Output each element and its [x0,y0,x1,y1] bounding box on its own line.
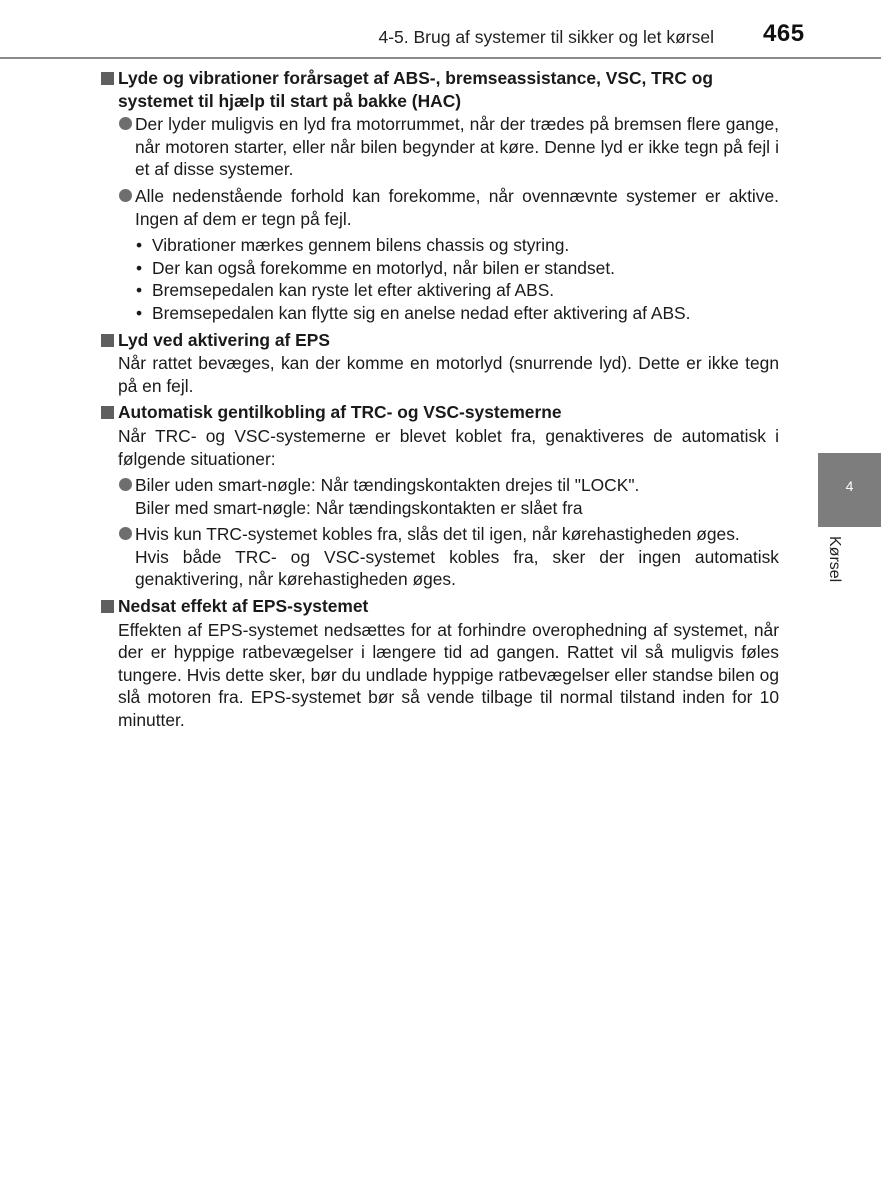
square-bullet-icon [101,334,114,347]
chapter-tab [818,453,881,527]
section-paragraph: Når TRC- og VSC-systemerne er blevet koblet fra, genaktiveres de automatisk i følgende situationer: [118,425,779,469]
header-section-title: 4-5. Brug af systemer til sikker og let kørsel [378,27,714,47]
section-heading-text: Lyde og vibrationer forårsaget af ABS-, bremseassistance, VSC, TRC og systemet til hjælp til start på bakke (HAC) [118,68,713,111]
bullet-icon: • [136,302,143,323]
page-content [100,67,779,736]
sub-list-item [135,279,779,302]
sub-list-item-text: Der kan også forekomme en motorlyd, når bilen er standset. [152,257,616,278]
chapter-number: 4 [845,478,854,494]
list-item [100,474,779,519]
sub-list-item-text: Vibrationer mærkes gennem bilens chassis og styring. [152,235,570,256]
section-eps-sound [100,329,779,398]
sub-list-item [135,302,779,325]
list-item [100,113,779,181]
sub-list-item-text: Bremsepedalen kan flytte sig en anelse nedad efter aktivering af ABS. [152,302,691,323]
circle-bullet-icon [119,189,132,202]
section-heading-text: Automatisk gentilkobling af TRC- og VSC-systemerne [118,402,562,423]
bullet-icon: • [136,280,143,301]
square-bullet-icon [101,406,114,419]
sub-list-item [135,257,779,280]
section-heading [100,67,779,112]
section-heading [100,595,779,618]
page-number: 465 [763,20,805,47]
square-bullet-icon [101,72,114,85]
header-divider [0,57,881,59]
list-item-text: Hvis kun TRC-systemet kobles fra, slås det til igen, når kørehastigheden øges. [135,524,740,545]
sub-list [100,234,779,324]
section-abs-sounds [100,67,779,325]
list-item [100,185,779,230]
circle-bullet-icon [119,117,132,130]
section-heading [100,401,779,424]
section-heading [100,329,779,352]
section-paragraph: Effekten af EPS-systemet nedsættes for at forhindre overophedning af systemet, når der er hyppige ratbevægelser i længere tid ad gangen. Rattet vil så muligvis føles tungere. Hvis dette sker, bør du undlade hyppige ratbevægelser eller standse bilen og slå motoren fra. EPS-systemet bør så vende tilbage til normal tilstand inden for 10 minutter. [118,619,779,731]
section-eps-reduced [100,595,779,732]
section-heading-text: Nedsat effekt af EPS-systemet [118,596,369,617]
section-paragraph: Når rattet bevæges, kan der komme en motorlyd (snurrende lyd). Dette er ikke tegn på en fejl. [118,353,779,396]
sub-list-item-text: Bremsepedalen kan ryste let efter aktivering af ABS. [152,280,555,301]
list-item-text: Biler uden smart-nøgle: Når tændingskontakten drejes til "LOCK". [135,475,640,496]
square-bullet-icon [101,600,114,613]
circle-bullet-icon [119,478,132,491]
list-item-text: Alle nedenstående forhold kan forekomme, når ovennævnte systemer er aktive. Ingen af dem er tegn på fejl. [135,185,779,229]
list-item-text: Biler med smart-nøgle: Når tændingskontakten er slået fra [135,497,583,518]
chapter-label: Kørsel [826,536,843,583]
bullet-icon: • [136,257,143,278]
list-item-text: Hvis både TRC- og VSC-systemet kobles fra, sker der ingen automatisk genaktivering, når kørehastigheden øges. [135,546,779,590]
sub-list-item [135,234,779,257]
bullet-icon: • [136,235,143,256]
section-trc-vsc-reactivation [100,401,779,591]
list-item-text: Der lyder muligvis en lyd fra motorrummet, når der trædes på bremsen flere gange, når motoren starter, eller når bilen begynder at køre. Denne lyd er ikke tegn på fejl i et af disse systemer. [135,114,779,180]
section-heading-text: Lyd ved aktivering af EPS [118,329,330,350]
circle-bullet-icon [119,527,132,540]
list-item [100,523,779,591]
